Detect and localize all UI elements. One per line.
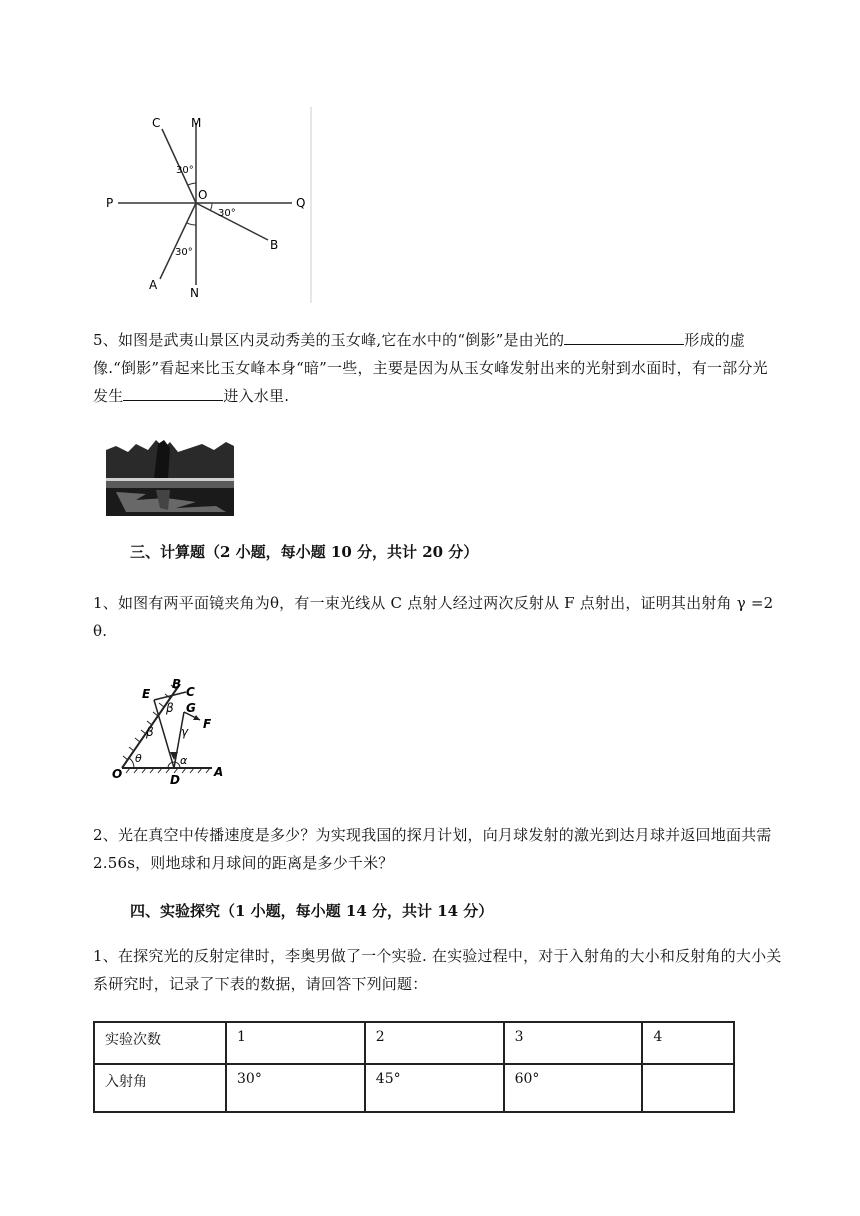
section-3-title: 三、计算题（2 小题，每小题 10 分，共计 20 分） xyxy=(130,543,479,561)
yunu-peak-photo xyxy=(106,438,234,516)
experiment-data-table xyxy=(93,1021,735,1113)
mirror-label-a: A xyxy=(214,765,224,779)
question-5 xyxy=(93,326,783,410)
greek-beta-2: β xyxy=(146,725,154,739)
angle-top-label: 30° xyxy=(176,165,194,176)
table-row xyxy=(94,1022,734,1064)
label-q: Q xyxy=(296,196,306,210)
q5-part1: 5、如图是武夷山景区内灵动秀美的玉女峰,它在水中的“倒影”是由光的 xyxy=(93,331,565,349)
table-cell: 3 xyxy=(504,1022,643,1064)
table-cell[interactable] xyxy=(642,1064,734,1112)
mirror-label-d: D xyxy=(170,773,180,787)
table-cell: 4 xyxy=(642,1022,734,1064)
angle-diagram xyxy=(100,105,315,305)
mirror-diagram xyxy=(108,670,228,792)
table-cell: 入射角 xyxy=(94,1064,226,1112)
arc-bottom xyxy=(187,223,196,225)
mirror-label-f: F xyxy=(203,717,212,731)
table-row xyxy=(94,1064,734,1112)
calc-question-2: 2、光在真空中传播速度是多少？为实现我国的探月计划，向月球发射的激光到达月球并返回地面共需 2.56s，则地球和月球间的距离是多少千米？ xyxy=(93,826,772,872)
label-c: C xyxy=(152,116,161,130)
q5-blank-1[interactable] xyxy=(564,326,684,345)
angle-right-label: 30° xyxy=(218,208,236,219)
arc-top xyxy=(188,183,196,185)
label-b: B xyxy=(270,238,279,252)
greek-alpha: α xyxy=(180,754,188,767)
greek-beta-1: β xyxy=(166,701,174,715)
label-p: P xyxy=(106,196,114,210)
label-n: N xyxy=(190,286,199,300)
label-o: O xyxy=(198,188,208,202)
table-cell: 实验次数 xyxy=(94,1022,226,1064)
q5-part2: 形成的虚像.“倒影”看起来比玉女峰本身“暗”一些，主要是因为从玉女峰发射出来的光射到水面时，有一部分光发生 xyxy=(93,331,768,405)
table-cell: 2 xyxy=(365,1022,504,1064)
q5-blank-2[interactable] xyxy=(123,382,223,401)
greek-theta: θ xyxy=(135,752,142,765)
table-cell: 30° xyxy=(226,1064,365,1112)
experiment-question-1: 1、在探究光的反射定律时，李奥男做了一个实验. 在实验过程中，对于入射角的大小和反射角的大小关系研究时，记录了下表的数据，请回答下列问题： xyxy=(93,947,782,993)
label-m: M xyxy=(191,116,202,130)
calc-question-1: 1、如图有两平面镜夹角为θ，有一束光线从 C 点射人经过两次反射从 F 点射出，证明其出射角 γ =2 θ. xyxy=(93,594,774,640)
mirror-label-c: C xyxy=(186,685,195,699)
table-cell: 45° xyxy=(365,1064,504,1112)
section-4-title: 四、实验探究（1 小题，每小题 14 分，共计 14 分） xyxy=(130,902,494,920)
table-cell: 1 xyxy=(226,1022,365,1064)
angle-bottom-label: 30° xyxy=(175,247,193,258)
greek-gamma: γ xyxy=(181,725,189,739)
table-cell: 60° xyxy=(504,1064,643,1112)
mirror-label-e: E xyxy=(142,687,151,701)
q5-part3: 进入水里. xyxy=(223,387,290,405)
mirror-label-g: G xyxy=(186,701,196,715)
ray-oa xyxy=(160,203,196,279)
label-a: A xyxy=(149,278,158,292)
mirror-label-b: B xyxy=(172,677,182,691)
arc-right xyxy=(210,203,212,211)
mirror-label-o: O xyxy=(112,767,123,781)
